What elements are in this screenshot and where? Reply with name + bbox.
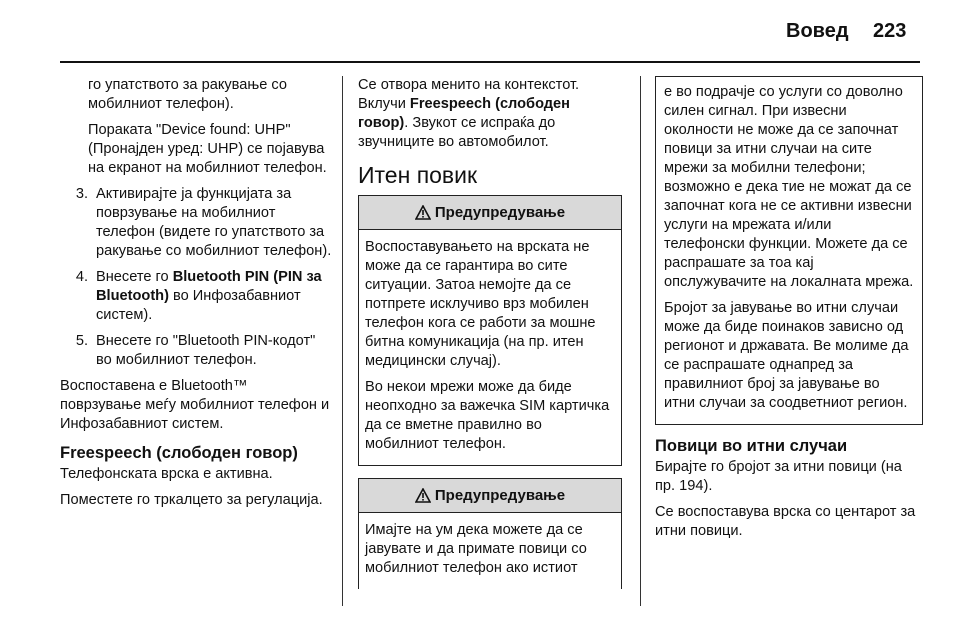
warning-box-continued [655, 76, 923, 425]
paragraph-menu-open: Се отвора менито на контекстот. [358, 77, 580, 93]
paragraph-manual: го упатството за ракување со мобилниот телефон). [88, 77, 287, 112]
warning-paragraph: Воспоставувањето на врската не може да се гарантира во сите ситуации. Затоа немојте да се потпрете исклучиво врз мобилен телефон кога се работи за мошне битна комуникација (на пр. итен медицински случај). [365, 239, 596, 369]
list-item-5 [60, 332, 332, 370]
menu-term: Bluetooth PIN (PIN за Bluetooth) [96, 269, 322, 304]
warning-paragraph: Имајте на ум дека можете да се јавувате и да примате повици со мобилниот телефон ако истиот [365, 522, 587, 576]
list-text [96, 268, 332, 325]
paragraph-freespeech-on [358, 95, 622, 152]
page-number: 223 [873, 20, 907, 42]
column-3 [655, 76, 923, 548]
heading-freespeech: Freespeech (слободен говор) [60, 444, 298, 462]
list-text: Активирајте ја функцијата за поврзување на мобилниот телефон (видете го упатството за ракување со мобилниот телефон). [96, 186, 332, 259]
paragraph-dial: Бирајте го бројот за итни повици (на пр. 194). [655, 459, 902, 494]
warning-box-1 [358, 195, 622, 466]
warning-body [359, 513, 621, 589]
warning-triangle-icon [415, 488, 431, 503]
column-divider-1 [342, 76, 343, 606]
warning-title [359, 196, 621, 230]
list-item-4 [60, 268, 332, 325]
warning-paragraph: Во некои мрежи може да биде неопходно за важечка SIM картичка да се вметне правилно во мобилниот телефон. [365, 379, 610, 452]
paragraph-device-found: Пораката "Device found: UHP" (Пронајден уред: UHP) се појавува на екранот на мобилниот телефон. [88, 122, 327, 176]
warning-title [359, 479, 621, 513]
column-1 [60, 76, 332, 517]
paragraph-place: Поместете го тркалцето за регулација. [60, 492, 323, 508]
list-number: 3. [75, 186, 88, 202]
text-run: во Инфозабавниот систем). [96, 288, 301, 323]
text-run: Внесете го [96, 269, 173, 285]
page-title: Вовед [786, 20, 849, 42]
paragraph-active: Телефонската врска е активна. [60, 466, 273, 482]
menu-term: Freespeech (слободен говор) [358, 96, 570, 131]
warning-paragraph: е во подрачје со услуги со доволно силен сигнал. При извесни околности не може да се започнат повици за итни случаи на сите мрежи за мобилни телефони; возможно е дека тие не можат да се започнат кога не се активни извесни услуги на мрежата и/или телефонски функции. Можете да се распрашате за тоа кај опслужувачите на локалната мрежа. [664, 84, 914, 290]
header-rule [60, 61, 920, 63]
text-run: . Звукот се испраќа до звучниците во автомобилот. [358, 115, 556, 150]
list-number: 4. [75, 269, 88, 285]
warning-paragraph: Бројот за јавување во итни случаи може да биде поинаков зависно од регионот и државата. Ве молиме да се распрашате однапред за правилниот број за јавување во итни случаи за соодветниот регион. [664, 300, 909, 411]
paragraph-connect: Се воспоставува врска со центарот за итни повици. [655, 504, 916, 539]
list-item-3 [60, 185, 332, 261]
warning-title-text: Предупредување [434, 204, 566, 221]
heading-emergency-call: Итен повик [358, 162, 478, 188]
column-2 [358, 76, 622, 601]
list-number: 5. [75, 333, 88, 349]
text-run: Вклучи [358, 96, 410, 112]
column-divider-2 [640, 76, 641, 606]
paragraph-connection: Воспоставена е Bluetooth™ поврзување меѓу мобилниот телефон и Инфозабавниот систем. [60, 378, 330, 432]
list-text: Внесете го "Bluetooth PIN-кодот" во мобилниот телефон. [96, 333, 316, 368]
warning-box-2 [358, 478, 622, 589]
warning-title-text: Предупредување [434, 487, 566, 504]
warning-body [359, 230, 621, 465]
warning-triangle-icon [415, 205, 431, 220]
heading-emergency-calls: Повици во итни случаи [655, 437, 848, 455]
